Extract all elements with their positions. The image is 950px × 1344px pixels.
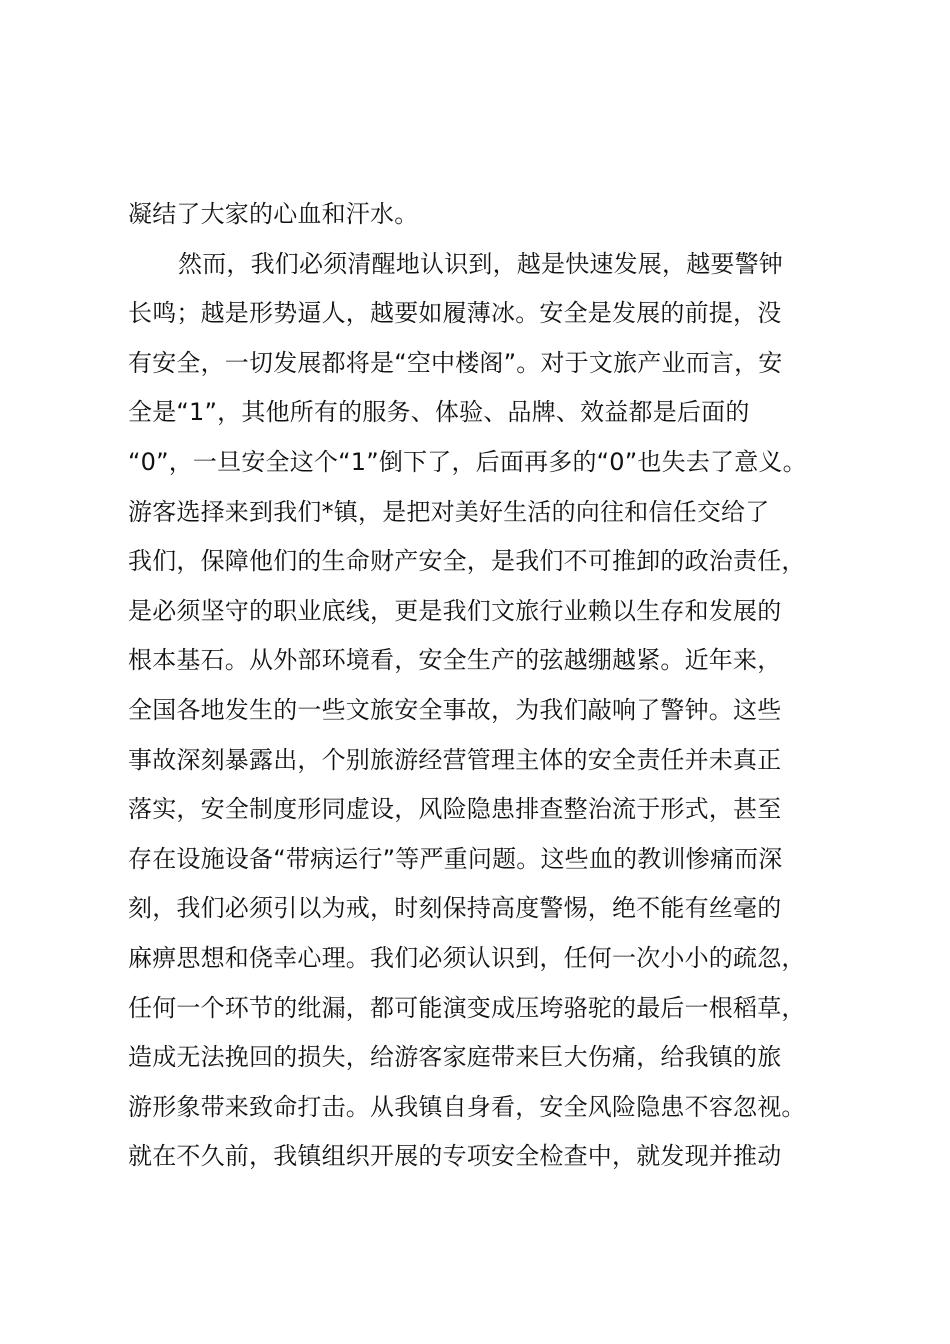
text-line: 就在不久前，我镇组织开展的专项安全检查中，就发现并推动 [128,1142,782,1171]
text-line: “0”，一旦安全这个“1”倒下了，后面再多的“0”也失去了意义。 [128,447,807,476]
text-line: 全是“1”，其他所有的服务、体验、品牌、效益都是后面的 [128,398,750,427]
paragraph-start-line: 然而，我们必须清醒地认识到，越是快速发展，越要警钟 [178,249,783,278]
text-line: 根本基石。从外部环境看，安全生产的弦越绷越紧。近年来， [128,646,782,675]
text-line: 存在设施设备“带病运行”等严重问题。这些血的教训惨痛而深 [128,844,783,873]
text-line: 是必须坚守的职业底线，更是我们文旅行业赖以生存和发展的 [128,596,782,625]
text-line: 事故深刻暴露出，个别旅游经营管理主体的安全责任并未真正 [128,745,782,774]
text-line: 游形象带来致命打击。从我镇自身看，安全风险隐患不容忽视。 [128,1092,806,1121]
text-line: 刻，我们必须引以为戒，时刻保持高度警惕，绝不能有丝毫的 [128,894,782,923]
text-line: 有安全，一切发展都将是“空中楼阁”。对于文旅产业而言，安 [128,348,783,377]
text-line: 全国各地发生的一些文旅安全事故，为我们敲响了警钟。这些 [128,695,782,724]
text-line: 任何一个环节的纰漏，都可能演变成压垮骆驼的最后一根稻草， [128,993,806,1022]
text-line: 麻痹思想和侥幸心理。我们必须认识到，任何一次小小的疏忽， [128,943,806,972]
text-line: 落实，安全制度形同虚设，风险隐患排查整治流于形式，甚至 [128,795,782,824]
text-line: 长鸣；越是形势逼人，越要如履薄冰。安全是发展的前提，没 [128,299,782,328]
body-text [128,190,868,1182]
text-line: 凝结了大家的心血和汗水。 [128,200,419,228]
text-line: 造成无法挽回的损失，给游客家庭带来巨大伤痛，给我镇的旅 [128,1043,782,1072]
text-line: 游客选择来到我们*镇，是把对美好生活的向往和信任交给了 [128,497,770,526]
text-line: 我们，保障他们的生命财产安全，是我们不可推卸的政治责任， [128,547,806,576]
